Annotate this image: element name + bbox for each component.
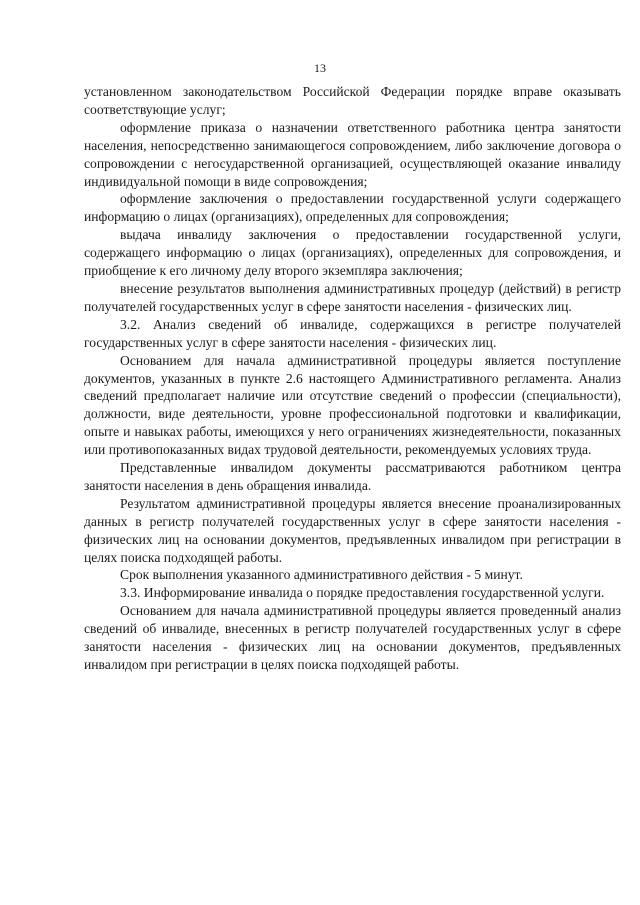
- paragraph-9: Результатом административной процедуры является внесение проанализированных данных в регистр получателей государственных услуг в сфере занятости населения - физических лиц на основании документов, предъявленных инвалидом при регистрации в целях поиска подходящей работы.: [84, 495, 621, 565]
- paragraph-3: оформление заключения о предоставлении государственной услуги содержащего информацию о лицах (организациях), определенных для сопровождения;: [84, 191, 621, 225]
- page-number: 13: [314, 61, 326, 75]
- paragraph-8: Представленные инвалидом документы рассматриваются работником центра занятости населения в день обращения инвалида.: [84, 460, 621, 493]
- paragraph-12: Основанием для начала административной процедуры является проведенный анализ сведений об инвалиде, внесенных в регистр получателей государственных услуг в сфере занятости населения - физических лиц на основании документов, предъявленных инвалидом при регистрации в целях поиска подходящей работы.: [84, 603, 621, 672]
- paragraph-4: выдача инвалиду заключения о предоставлении государственной услуги, содержащего информацию о лицах (организациях), определенных для сопровождения, и приобщение к его личному делу второго экземпляра заключения;: [84, 227, 621, 279]
- paragraph-10: Срок выполнения указанного административного действия - 5 минут.: [120, 567, 523, 583]
- paragraph-7: Основанием для начала административной процедуры является поступление документов, указанных в пункте 2.6 настоящего Административного регламента. Анализ сведений предполагает наличие или отсутствие сведений о профессии (специальности), должности, виде деятельности, уровне профессиональной подготовки и квалификации, опыте и навыках работы, имеющихся у него ограничениях жизнедеятельности, показанных или противопоказанных видах трудовой деятельности, рекомендуемых условиях труда.: [84, 352, 621, 458]
- paragraph-5: внесение результатов выполнения административных процедур (действий) в регистр получателей государственных услуг в сфере занятости населения - физических лиц.: [84, 280, 621, 314]
- section-heading-3-3: 3.3. Информирование инвалида о порядке предоставления государственной услуги.: [120, 585, 605, 601]
- paragraph-1: установленном законодательством Российской Федерации порядке вправе оказывать соответствующие услуг;: [84, 84, 621, 117]
- paragraph-2: оформление приказа о назначении ответственного работника центра занятости населения, непосредственно занимающегося сопровождением, либо заключение договора о сопровождении с негосударственной организацией, осуществляющей оказание инвалиду индивидуальной помощи в виде сопровождения;: [84, 119, 621, 189]
- section-heading-3-2: 3.2. Анализ сведений об инвалиде, содержащихся в регистре получателей государственных услуг в сфере занятости населения - физических лиц.: [84, 316, 621, 350]
- document-body: [84, 83, 621, 674]
